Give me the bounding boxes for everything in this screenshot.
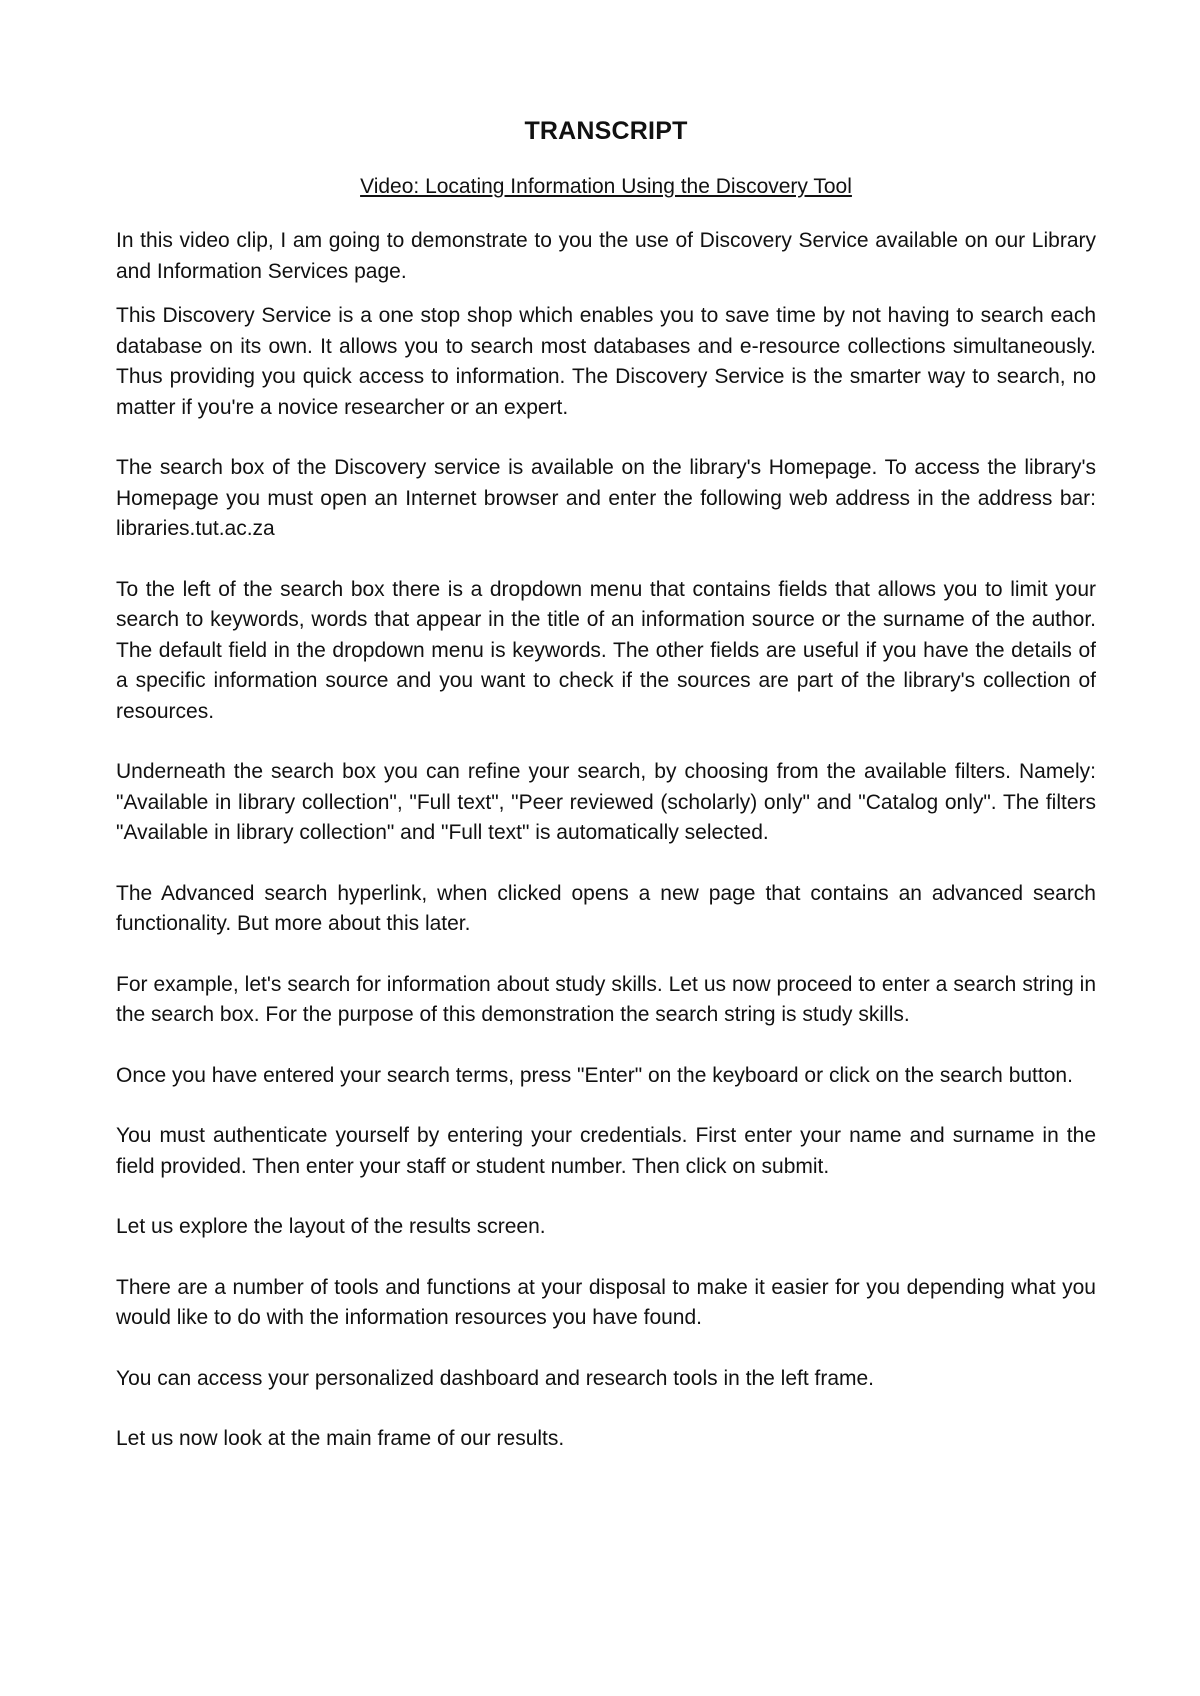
paragraph-filters: Underneath the search box you can refine your search, by choosing from the available filters. Namely: "Available in library collection", "Full text", "Peer reviewed (scholarly) only" and "Catalog only". The filters "Available in library collection" and "Full text" is automatically selected. [116,760,1096,844]
paragraph-enter-search: Once you have entered your search terms, press "Enter" on the keyboard or click on the search button. [116,1063,1073,1087]
paragraph-main-frame: Let us now look at the main frame of our results. [116,1427,565,1450]
paragraph-discovery-service: This Discovery Service is a one stop shop which enables you to save time by not having to search each database on its own. It allows you to search most databases and e-resource collections simultaneously. Thus providing you quick access to information. The Discovery Service is the smarter way to search, no matter if you're a novice researcher or an expert. [116,304,1096,419]
paragraph-advanced-search: The Advanced search hyperlink, when clicked opens a new page that contains an advanced search functionality. But more about this later. [116,881,1096,935]
paragraph-tools-functions: There are a number of tools and functions at your disposal to make it easier for you depending what you would like to do with the information resources you have found. [116,1275,1096,1329]
video-title: Video: Locating Information Using the Discovery Tool [360,175,852,198]
document-content [116,114,1096,1485]
paragraph-results-layout: Let us explore the layout of the results screen. [116,1215,546,1238]
paragraph-dashboard: You can access your personalized dashboard and research tools in the left frame. [116,1366,875,1390]
document-title: TRANSCRIPT [524,117,688,145]
paragraph-authenticate: You must authenticate yourself by entering your credentials. First enter your name and surname in the field provided. Then enter your staff or student number. Then click on submit. [116,1124,1096,1178]
paragraph-dropdown-menu: To the left of the search box there is a dropdown menu that contains fields that allows you to limit your search to keywords, words that appear in the title of an information source or the surname of the author. The default field in the dropdown menu is keywords. The other fields are useful if you have the details of a specific information source and you want to check if the sources are part of the library's collection of resources. [116,577,1096,723]
paragraph-example-search: For example, let's search for information about study skills. Let us now proceed to enter a search string in the search box. For the purpose of this demonstration the search string is study skills. [116,972,1096,1026]
paragraph-intro: In this video clip, I am going to demonstrate to you the use of Discovery Service available on our Library and Information Services page. [116,229,1096,283]
paragraph-search-box-access: The search box of the Discovery service is available on the library's Homepage. To access the library's Homepage you must open an Internet browser and enter the following web address in the address bar: libraries.tut.ac.za [116,456,1096,540]
